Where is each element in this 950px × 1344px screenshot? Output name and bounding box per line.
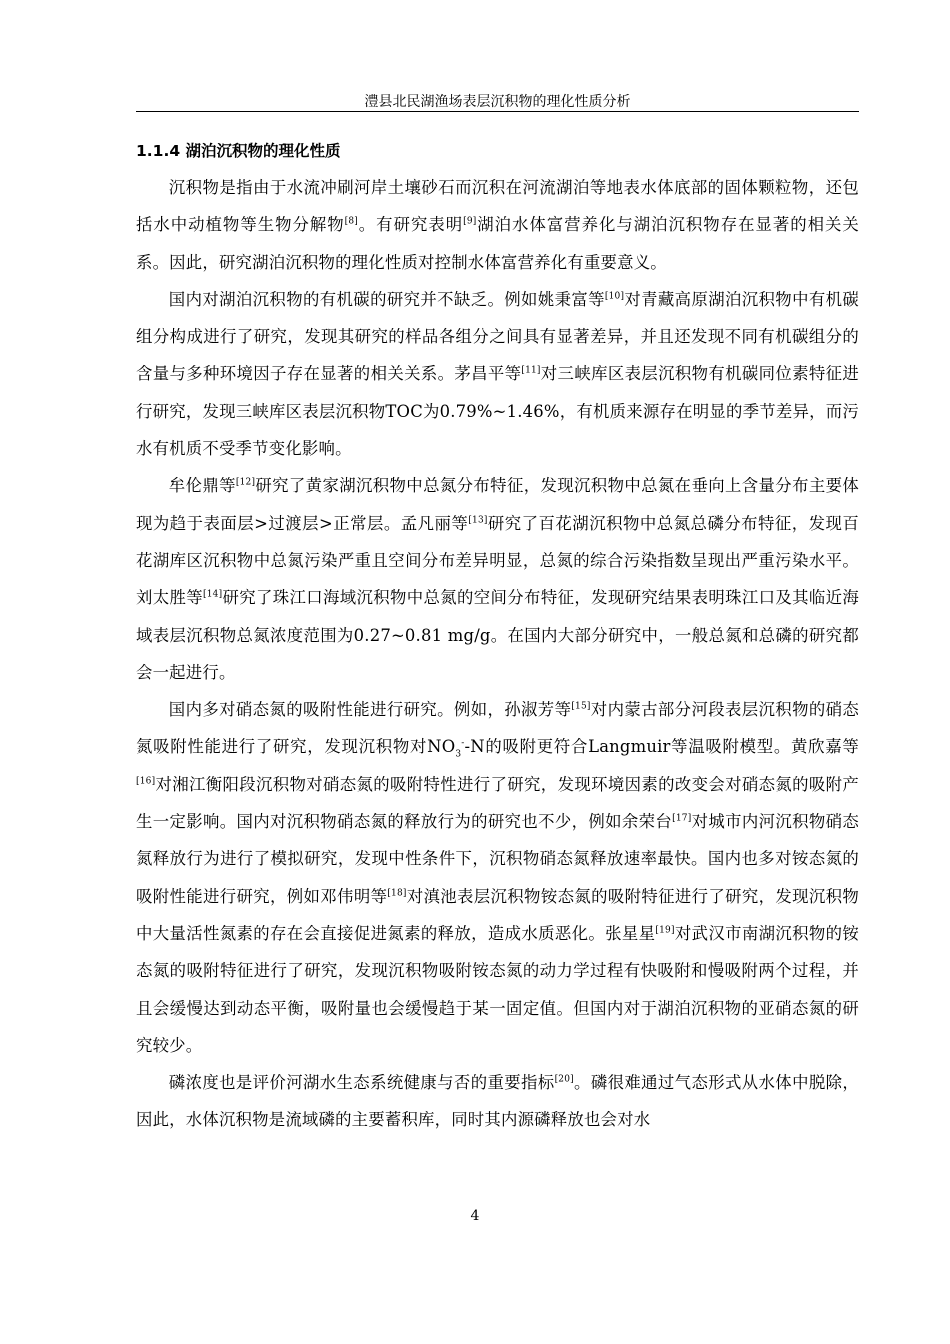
header-rule bbox=[136, 111, 859, 112]
subscript: 3 bbox=[455, 749, 462, 760]
paragraph bbox=[136, 691, 859, 1064]
text-run: 对内蒙古部分河段表层沉积物的硝态氮吸附性能进行了研究，发现沉积物对NO bbox=[136, 700, 859, 757]
page-number: 4 bbox=[470, 1208, 480, 1224]
text-run: 研究了黄家湖沉积物中总氮分布特征，发现沉积物中总氮在垂向上含量分布主要体现为趋于表面层>过渡层>正常层。孟凡丽等 bbox=[136, 476, 859, 533]
citation-marker: [8] bbox=[344, 216, 358, 227]
citation-marker: [18] bbox=[387, 888, 407, 899]
text-run: 牟伦鼎等 bbox=[168, 476, 236, 496]
text-run: 沉积物是指由于水流冲刷河岸土壤砂石而沉积在河流湖泊等地表水体底部的固体颗粒物，还包括水中动植物等生物分解物 bbox=[136, 178, 859, 235]
paragraph bbox=[136, 281, 859, 467]
citation-marker: [12] bbox=[235, 477, 256, 488]
text-run: 对城市内河沉积物硝态氮释放行为进行了模拟研究，发现中性条件下，沉积物硝态氮释放速率最快。国内也多对铵态氮的吸附性能进行研究，例如邓伟明等 bbox=[136, 812, 860, 906]
body-text bbox=[136, 169, 859, 1139]
text-run: 对湘江衡阳段沉积物对硝态氮的吸附特性进行了研究，发现环境因素的改变会对硝态氮的吸附产生一定影响。国内对沉积物硝态氮的释放行为的研究也不少，例如余荣台 bbox=[136, 774, 859, 832]
text-run: 对青藏高原湖泊沉积物中有机碳组分构成进行了研究，发现其研究的样品各组分之间具有显著差异，并且还发现不同有机碳组分的含量与多种环境因子存在显著的相关关系。茅昌平等 bbox=[136, 289, 859, 384]
text-run: 对滇池表层沉积物铵态氮的吸附特征进行了研究，发现沉积物中大量活性氮素的存在会直接促进氮素的释放，造成水质恶化。张星星 bbox=[136, 886, 859, 943]
citation-marker: - bbox=[461, 738, 465, 749]
text-run: 国内多对硝态氮的吸附性能进行研究。例如，孙淑芳等 bbox=[168, 700, 572, 720]
citation-marker: [11] bbox=[521, 366, 541, 377]
paragraph bbox=[136, 169, 859, 281]
citation-marker: [17] bbox=[672, 813, 692, 824]
text-run: 。有研究表明 bbox=[358, 215, 464, 235]
text-run: 磷浓度也是评价河湖水生态系统健康与否的重要指标 bbox=[168, 1073, 555, 1093]
text-run: 对三峡库区表层沉积物有机碳同位素特征进行研究，发现三峡库区表层沉积物TOC为0.79%~1.46%，有机质来源存在明显的季节差异，而污水有机质不受季节变化影响。 bbox=[136, 364, 859, 459]
running-header: 澧县北民湖渔场表层沉积物的理化性质分析 bbox=[364, 94, 631, 110]
text-run: 国内对湖泊沉积物的有机碳的研究并不缺乏。例如姚秉富等 bbox=[168, 289, 605, 309]
citation-marker: [15] bbox=[571, 701, 591, 712]
text-run: 研究了珠江口海域沉积物中总氮的空间分布特征，发现研究结果表明珠江口及其临近海域表层沉积物总氮浓度范围为0.27~0.81 mg/g。在国内大部分研究中，一般总氮和总磷的研究都会一起进行。 bbox=[136, 588, 859, 682]
citation-marker: [19] bbox=[655, 925, 675, 936]
citation-marker: [20] bbox=[554, 1074, 574, 1085]
text-run: 。磷很难通过气态形式从水体中脱除，因此，水体沉积物是流域磷的主要蓄积库，同时其内源磷释放也会对水 bbox=[136, 1073, 859, 1130]
citation-marker: [16] bbox=[136, 776, 156, 787]
citation-marker: [14] bbox=[203, 589, 223, 600]
citation-marker: [13] bbox=[468, 515, 488, 526]
text-run: 湖泊水体富营养化与湖泊沉积物存在显著的相关关系。因此，研究湖泊沉积物的理化性质对控制水体富营养化有重要意义。 bbox=[136, 215, 859, 272]
paragraph bbox=[136, 467, 859, 691]
text-run: 研究了百花湖沉积物中总氮总磷分布特征，发现百花湖库区沉积物中总氮污染严重且空间分布差异明显，总氮的综合污染指数呈现出严重污染水平。刘太胜等 bbox=[136, 513, 860, 608]
text-run: -N的吸附更符合Langmuir等温吸附模型。黄欣嘉等 bbox=[464, 737, 859, 757]
citation-marker: [9] bbox=[463, 216, 477, 227]
citation-marker: [10] bbox=[604, 291, 625, 302]
section-heading: 1.1.4 湖泊沉积物的理化性质 bbox=[136, 142, 341, 160]
paragraph bbox=[136, 1064, 859, 1139]
text-run: 对武汉市南湖沉积物的铵态氮的吸附特征进行了研究，发现沉积物吸附铵态氮的动力学过程有快吸附和慢吸附两个过程，并且会缓慢达到动态平衡，吸附量也会缓慢趋于某一固定值。但国内对于湖泊沉积物的亚硝态氮的研究较少。 bbox=[136, 923, 859, 1055]
